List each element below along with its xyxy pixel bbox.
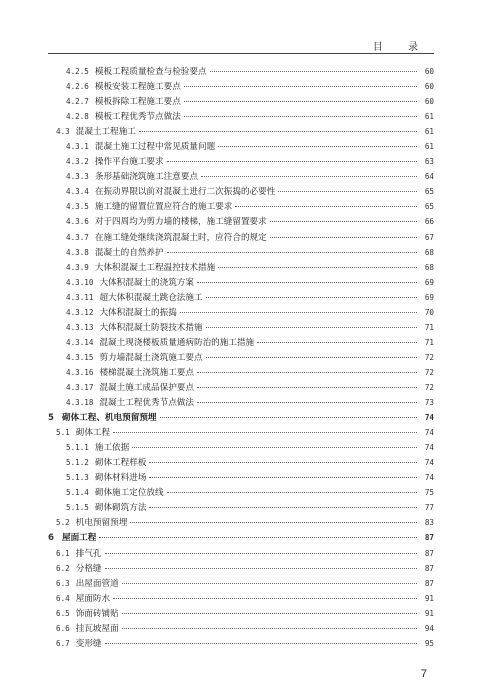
toc-entry[interactable]	[48, 245, 434, 260]
toc-entry[interactable]	[48, 335, 434, 350]
toc-entry-number: 4.3.2	[66, 157, 89, 167]
toc-entry-title: 模板工程优秀节点做法	[94, 112, 181, 123]
toc-entry-page: 68	[424, 262, 434, 272]
toc-entry-page: 75	[424, 488, 434, 498]
toc-entry-title: 机电预留预埋	[75, 518, 128, 529]
toc-entry-page: 83	[424, 518, 434, 528]
toc-entry-title: 在施工缝处继续浇筑混凝土时，应符合的规定	[94, 232, 267, 243]
toc-entry-page: 66	[424, 217, 434, 227]
toc-entry-page: 70	[424, 307, 434, 317]
toc-dot-leader	[113, 432, 417, 433]
toc-entry-page: 95	[424, 638, 434, 648]
toc-entry[interactable]	[48, 485, 434, 500]
toc-entry-title: 分格缝	[75, 563, 102, 574]
toc-entry-title: 屋面防水	[75, 593, 111, 604]
toc-dot-leader	[210, 71, 417, 72]
toc-dot-leader	[206, 297, 417, 298]
toc-entry-number: 6.6	[56, 623, 70, 633]
toc-entry-page: 69	[424, 277, 434, 287]
toc-entry[interactable]	[48, 154, 434, 169]
toc-dot-leader	[132, 447, 417, 448]
toc-entry-number: 4.3.5	[66, 202, 89, 212]
toc-entry[interactable]	[48, 380, 434, 395]
toc-entry-title: 操作平台施工要求	[94, 157, 164, 168]
toc-entry-number: 4.3.12	[66, 307, 94, 317]
toc-dot-leader	[139, 131, 417, 132]
toc-entry[interactable]	[48, 320, 434, 335]
toc-entry[interactable]	[48, 365, 434, 380]
toc-entry-number: 6.4	[56, 593, 70, 603]
toc-dot-leader	[218, 267, 417, 268]
toc-entry-title: 砌体工程样板	[94, 458, 147, 469]
toc-entry-page: 65	[424, 187, 434, 197]
toc-entry-page: 94	[424, 623, 434, 633]
toc-dot-leader	[105, 643, 417, 644]
toc-entry-number: 6.2	[56, 563, 70, 573]
toc-entry-page: 91	[424, 608, 434, 618]
toc-entry-number: 4.3.13	[66, 322, 94, 332]
toc-entry[interactable]	[48, 260, 434, 275]
toc-dot-leader	[270, 221, 417, 222]
toc-dot-leader	[122, 613, 417, 614]
toc-entry-title: 挂瓦坡屋面	[75, 623, 119, 634]
toc-entry-page: 74	[424, 413, 434, 423]
toc-entry-number: 4.3.4	[66, 187, 89, 197]
toc-entry-number: 4.2.8	[66, 112, 89, 122]
toc-entry-number: 5	[48, 413, 54, 424]
toc-dot-leader	[235, 206, 417, 207]
toc-dot-leader	[149, 507, 417, 508]
toc-entry[interactable]	[48, 576, 434, 591]
toc-entry-page: 72	[424, 367, 434, 377]
toc-entry[interactable]	[48, 124, 434, 139]
toc-entry-number: 4.3.3	[66, 172, 89, 182]
toc-dot-leader	[149, 477, 417, 478]
toc-entry[interactable]	[48, 214, 434, 229]
toc-entry-number: 5.1.5	[66, 503, 89, 513]
toc-dot-leader	[257, 342, 417, 343]
toc-entry-title: 条形基础浇筑施工注意要点	[94, 172, 198, 183]
toc-entry-number: 4.3.14	[66, 337, 94, 347]
toc-entry-title: 饰面砖铺贴	[75, 608, 119, 619]
toc-dot-leader	[197, 402, 417, 403]
toc-entry[interactable]	[48, 395, 434, 410]
toc-dot-leader	[113, 598, 417, 599]
toc-entry-number: 4.3.8	[66, 247, 89, 257]
toc-entry[interactable]	[48, 546, 434, 561]
toc-entry-number: 5.1.4	[66, 488, 89, 498]
toc-dot-leader	[184, 116, 417, 117]
toc-dot-leader	[130, 522, 417, 523]
toc-dot-leader	[167, 161, 417, 162]
toc-entry-title: 大体积混凝土的振捣	[99, 307, 177, 318]
toc-entry-page: 71	[424, 322, 434, 332]
toc-entry[interactable]	[48, 350, 434, 365]
toc-entry-page: 60	[424, 97, 434, 107]
toc-entry-title: 排气孔	[75, 548, 102, 559]
toc-entry-page: 64	[424, 172, 434, 182]
toc-entry[interactable]	[48, 591, 434, 606]
toc-entry[interactable]	[48, 636, 434, 651]
toc-entry-page: 71	[424, 337, 434, 347]
toc-header-title: 目 录	[372, 42, 429, 53]
toc-entry-page: 74	[424, 443, 434, 453]
toc-entry[interactable]	[48, 621, 434, 636]
toc-entry-title: 屋面工程	[61, 533, 97, 544]
toc-entry-title: 混凝土工程优秀节点做法	[99, 398, 194, 409]
toc-entry-title: 砌体施工定位放线	[94, 488, 164, 499]
toc-entry-number: 4.2.5	[66, 67, 89, 76]
toc-dot-leader	[105, 568, 417, 569]
toc-entry[interactable]	[48, 515, 434, 530]
toc-entry-title: 模板工程质量检查与检验要点	[94, 67, 207, 77]
toc-dot-leader	[122, 628, 417, 629]
toc-entry[interactable]	[48, 184, 434, 199]
toc-entry[interactable]	[48, 139, 434, 154]
toc-entry-title: 混凝土的自然养护	[94, 247, 164, 258]
header-rule	[48, 53, 434, 54]
toc-entry-number: 5.2	[56, 518, 70, 528]
toc-entry[interactable]	[48, 199, 434, 214]
toc-entry-page: 61	[424, 112, 434, 122]
toc-entry[interactable]	[48, 561, 434, 576]
toc-entry-title: 变形缝	[75, 638, 102, 649]
toc-dot-leader	[218, 146, 417, 147]
toc-entry-number: 4.3.16	[66, 367, 94, 377]
toc-entry[interactable]	[48, 79, 434, 94]
toc-dot-leader	[197, 282, 417, 283]
toc-entry[interactable]	[48, 64, 434, 79]
toc-dot-leader	[206, 327, 417, 328]
toc-entry-number: 6.5	[56, 608, 70, 618]
toc-entry[interactable]	[48, 305, 434, 320]
toc-entry-page: 72	[424, 382, 434, 392]
toc-entry-page: 77	[424, 503, 434, 513]
toc-dot-leader	[99, 537, 417, 538]
toc-dot-leader	[105, 553, 417, 554]
toc-dot-leader	[122, 583, 417, 584]
toc-dot-leader	[180, 312, 417, 313]
toc-entry[interactable]	[48, 410, 434, 425]
toc-entry-page: 65	[424, 202, 434, 212]
toc-entry-title: 砌体工程	[75, 428, 111, 439]
toc-entry-page: 87	[424, 563, 434, 573]
toc-entry[interactable]	[48, 275, 434, 290]
toc-entry-number: 5.1.1	[66, 443, 89, 453]
toc-entry-title: 大体积混凝土工程温控技术措施	[94, 262, 216, 273]
toc-entry-number: 6.1	[56, 548, 70, 558]
toc-entry[interactable]	[48, 230, 434, 245]
table-of-contents	[48, 64, 434, 651]
toc-dot-leader	[160, 417, 417, 418]
toc-entry-title: 混凝土现浇楼板质量通病防治的施工措施	[99, 337, 255, 348]
toc-entry-page: 74	[424, 458, 434, 468]
toc-entry-number: 4.3.7	[66, 232, 89, 242]
toc-entry-number: 6	[48, 533, 54, 544]
toc-entry-page: 60	[424, 67, 434, 76]
toc-entry[interactable]	[48, 94, 434, 109]
toc-entry-number: 4.3	[56, 127, 70, 137]
toc-entry-page: 74	[424, 428, 434, 438]
toc-entry-title: 砌体工程、机电预留预埋	[61, 413, 157, 424]
toc-entry-title: 混凝土施工过程中常见质量问题	[94, 142, 216, 153]
toc-entry-number: 5.1.2	[66, 458, 89, 468]
toc-entry-title: 对于四周均为剪力墙的楼梯，施工缝留置要求	[94, 217, 267, 228]
toc-entry[interactable]	[48, 290, 434, 305]
toc-dot-leader	[149, 462, 417, 463]
toc-entry-number: 5.1	[56, 428, 70, 438]
toc-entry-number: 4.3.6	[66, 217, 89, 227]
toc-entry-page: 63	[424, 157, 434, 167]
toc-entry[interactable]	[48, 470, 434, 485]
toc-entry-title: 剪力墙混凝土浇筑施工要点	[99, 352, 203, 363]
toc-dot-leader	[197, 387, 417, 388]
toc-entry-page: 91	[424, 593, 434, 603]
toc-entry-page: 74	[424, 473, 434, 483]
toc-entry-title: 施工依据	[94, 443, 130, 454]
toc-entry-number: 5.1.3	[66, 473, 89, 483]
toc-entry-number: 4.3.15	[66, 352, 94, 362]
toc-entry-title: 出屋面管道	[75, 578, 119, 589]
toc-dot-leader	[167, 492, 417, 493]
toc-entry-page: 61	[424, 142, 434, 152]
toc-entry[interactable]	[48, 500, 434, 515]
toc-entry[interactable]	[48, 606, 434, 621]
toc-entry-title: 混凝土施工成品保护要点	[99, 382, 194, 393]
toc-dot-leader	[167, 252, 417, 253]
toc-entry-number: 4.3.1	[66, 142, 89, 152]
toc-entry-number: 4.3.18	[66, 398, 94, 408]
toc-entry-page: 61	[424, 127, 434, 137]
toc-entry[interactable]	[48, 169, 434, 184]
toc-entry-title: 超大体积混凝土跳仓法施工	[99, 292, 203, 303]
toc-entry-number: 4.2.7	[66, 97, 89, 107]
toc-entry-number: 4.3.11	[66, 292, 94, 302]
toc-dot-leader	[278, 191, 417, 192]
toc-entry-number: 4.2.6	[66, 82, 89, 92]
toc-entry-page: 87	[424, 548, 434, 558]
toc-dot-leader	[197, 372, 417, 373]
toc-entry-page: 67	[424, 232, 434, 242]
toc-entry-page: 87	[424, 533, 434, 543]
toc-entry-number: 4.3.17	[66, 382, 94, 392]
toc-entry-number: 6.3	[56, 578, 70, 588]
toc-entry-number: 6.7	[56, 638, 70, 648]
toc-entry-number: 4.3.9	[66, 262, 89, 272]
toc-entry[interactable]	[48, 440, 434, 455]
page-number: 7	[420, 668, 427, 680]
toc-entry[interactable]	[48, 530, 434, 545]
toc-dot-leader	[270, 237, 417, 238]
toc-entry-title: 砌体材料进场	[94, 473, 147, 484]
toc-entry[interactable]	[48, 455, 434, 470]
toc-entry-title: 在振动界限以前对混凝土进行二次振捣的必要性	[94, 187, 276, 198]
toc-entry-title: 大体积混凝土防裂技术措施	[99, 322, 203, 333]
toc-entry-page: 68	[424, 247, 434, 257]
toc-dot-leader	[201, 176, 417, 177]
toc-entry-title: 施工缝的留置位置应符合的施工要求	[94, 202, 233, 213]
toc-dot-leader	[184, 101, 417, 102]
toc-entry-title: 大体积混凝土的浇筑方案	[99, 277, 194, 288]
toc-entry-number: 4.3.10	[66, 277, 94, 287]
toc-entry-page: 60	[424, 82, 434, 92]
toc-entry[interactable]	[48, 425, 434, 440]
toc-entry-page: 73	[424, 398, 434, 408]
toc-entry-title: 模板拆除工程施工要点	[94, 97, 181, 108]
toc-entry-title: 砌体砌筑方法	[94, 503, 147, 514]
toc-entry-title: 楼梯混凝土浇筑施工要点	[99, 367, 194, 378]
toc-entry-title: 模板安装工程施工要点	[94, 82, 181, 93]
toc-entry-page: 69	[424, 292, 434, 302]
toc-entry-page: 72	[424, 352, 434, 362]
toc-entry[interactable]	[48, 109, 434, 124]
toc-entry-title: 混凝土工程施工	[75, 127, 136, 138]
toc-entry-page: 87	[424, 578, 434, 588]
toc-dot-leader	[184, 86, 417, 87]
toc-dot-leader	[206, 357, 417, 358]
